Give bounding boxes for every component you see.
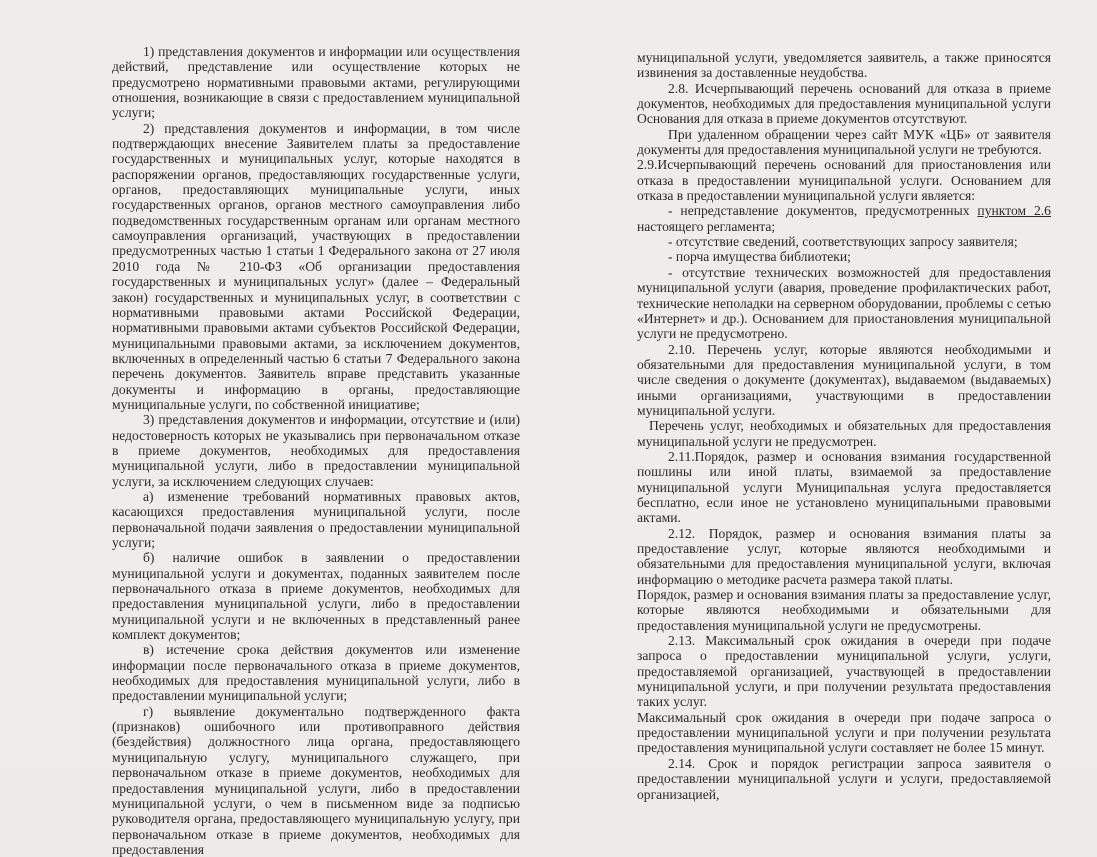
paragraph: Перечень услуг, необходимых и обязательных для предоставления муниципальной услуги не предусмотрен. <box>637 418 1051 449</box>
paragraph: б) наличие ошибок в заявлении о предоставлении муниципальной услуги и документах, поданных заявителем после первоначального отказа в приеме документов, необходимых для предоставления муниципальной услуги, либо в предоставлении муниципальной услуги и не включенных в представленный ранее комплект документов; <box>112 550 520 643</box>
paragraph: Максимальный срок ожидания в очереди при подаче запроса о предоставлении муниципальной услуги и при получении результата предоставления муниципальной услуги составляет не более 15 минут. <box>637 709 1051 756</box>
paragraph: 2.14. Срок и порядок регистрации запроса заявителя о предоставлении муниципальной услуги и услуги, предоставляемой организацией, <box>637 755 1051 802</box>
paragraph: а) изменение требований нормативных правовых актов, касающихся предоставления муниципальной услуги, после первоначальной подачи заявления о предоставлении муниципальной услуги; <box>112 488 520 550</box>
paragraph: в) истечение срока действия документов или изменение информации после первоначального отказа в приеме документов, необходимых для предоставления муниципальной услуги, либо в предоставлении муниципальной услуги; <box>112 642 520 704</box>
paragraph: 3) представления документов и информации, отсутствие и (или) недостоверность которых не указывались при первоначальном отказе в приеме документов, необходимых для предоставления муниципальной услуги, либо в предоставлении муниципальной услуги, за исключением следующих случаев: <box>112 412 520 489</box>
paragraph: 2) представления документов и информации, в том числе подтверждающих внесение Заявителем платы за предоставление государственных и муниципальных услуг, которые находятся в распоряжении органов, предоставляющих государственные услуги, органов, предоставляющих муниципальные услуги, иных государственных органов, органов местного самоуправления либо подведомственных государственным органам или органам местного самоуправления организаций, участвующих в предоставлении предусмотренных частью 1 статьи 1 Федерального закона от 27 июля 2010 года № 210-ФЗ «Об организации предоставления государственных и муниципальных услуг» (далее – Федеральный закон) государственных и муниципальных услуг, в соответствии с нормативными правовыми актами Российской Федерации, нормативными правовыми актами субъектов Российской Федерации, муниципальными правовыми актами, за исключением документов, включенных в определенный частью 6 статьи 7 Федерального закона перечень документов. Заявитель вправе представить указанные документы и информацию в органы, предоставляющие муниципальные услуги, по собственной инициативе; <box>112 120 520 412</box>
paragraph: 1) представления документов и информации или осуществления действий, представление или осуществление которых не предусмотрено нормативными правовыми актами, регулирующими отношения, возникающие в связи с предоставлением муниципальной услуги; <box>112 44 520 121</box>
paragraph: 2.10. Перечень услуг, которые являются необходимыми и обязательными для предоставления муниципальной услуги, в том числе сведения о документе (документах), выдаваемом (выдаваемых) иными организациями, участвующими в предоставлении муниципальной услуги. <box>637 341 1051 418</box>
paragraph: 2.11.Порядок, размер и основания взимания государственной пошлины или иной платы, взимаемой за предоставление муниципальной услуги Муниципальная услуга предоставляется бесплатно, если иное не установлено муниципальными правовыми актами. <box>637 448 1051 526</box>
left-column <box>112 44 520 857</box>
paragraph: 2.13. Максимальный срок ожидания в очереди при подаче запроса о предоставлении муниципальной услуги, услуги, предоставляемой организацией, участвующей в предоставлении муниципальной услуги, и при получении результата предоставления таких услуг. <box>637 633 1051 710</box>
paragraph: - отсутствие сведений, соответствующих запросу заявителя; <box>668 234 1018 250</box>
paragraph: 2.12. Порядок, размер и основания взимания платы за предоставление услуг, которые являются необходимыми и обязательными для предоставления муниципальной услуги, включая информацию о методике расчета размера такой платы. <box>637 525 1051 587</box>
paragraph: 2.9.Исчерпывающий перечень оснований для приостановления или отказа в предоставлении муниципальной услуги. Основанием для отказа в предоставлении муниципальной услуги является: <box>637 157 1051 204</box>
paragraph: Порядок, размер и основания взимания платы за предоставление услуг, которые являются необходимыми и обязательными для предоставления муниципальной услуги не предусмотрены. <box>637 587 1051 633</box>
paragraph: - порча имущества библиотеки; <box>668 249 851 265</box>
paragraph: При удаленном обращении через сайт МУК «ЦБ» от заявителя документы для предоставления муниципальной услуги не требуются. <box>637 126 1051 158</box>
paragraph: - отсутствие технических возможностей для предоставления муниципальной услуги (авария, проведение профилактических работ, технические неполадки на серверном оборудовании, проблемы с сетью «Интернет» и др.). Основанием для приостановления муниципальной услуги не предусмотрено. <box>637 264 1051 342</box>
paragraph: г) выявление документально подтвержденного факта (признаков) ошибочного или противоправного действия (бездействия) должностного лица органа, предоставляющего муниципальную услугу, муниципального служащего, при первоначальном отказе в приеме документов, необходимых для предоставления муниципальной услуги, либо в предоставлении муниципальной услуги, о чем в письменном виде за подписью руководителя органа, предоставляющего муниципальную услугу, при первоначальном отказе в приеме документов, необходимых для предоставления <box>112 703 520 857</box>
paragraph: муниципальной услуги, уведомляется заявитель, а также приносятся извинения за доставленные неудобства. <box>637 50 1051 81</box>
right-column <box>637 50 1051 802</box>
paragraph: 2.8. Исчерпывающий перечень оснований для отказа в приеме документов, необходимых для предоставления муниципальной услуги Основания для отказа в приеме документов отсутствуют. <box>637 80 1051 127</box>
underlined-reference: пунктом 2.6 <box>977 203 1051 219</box>
paragraph: - непредставление документов, предусмотренных пунктом 2.6 настоящего регламента; <box>637 203 1051 234</box>
